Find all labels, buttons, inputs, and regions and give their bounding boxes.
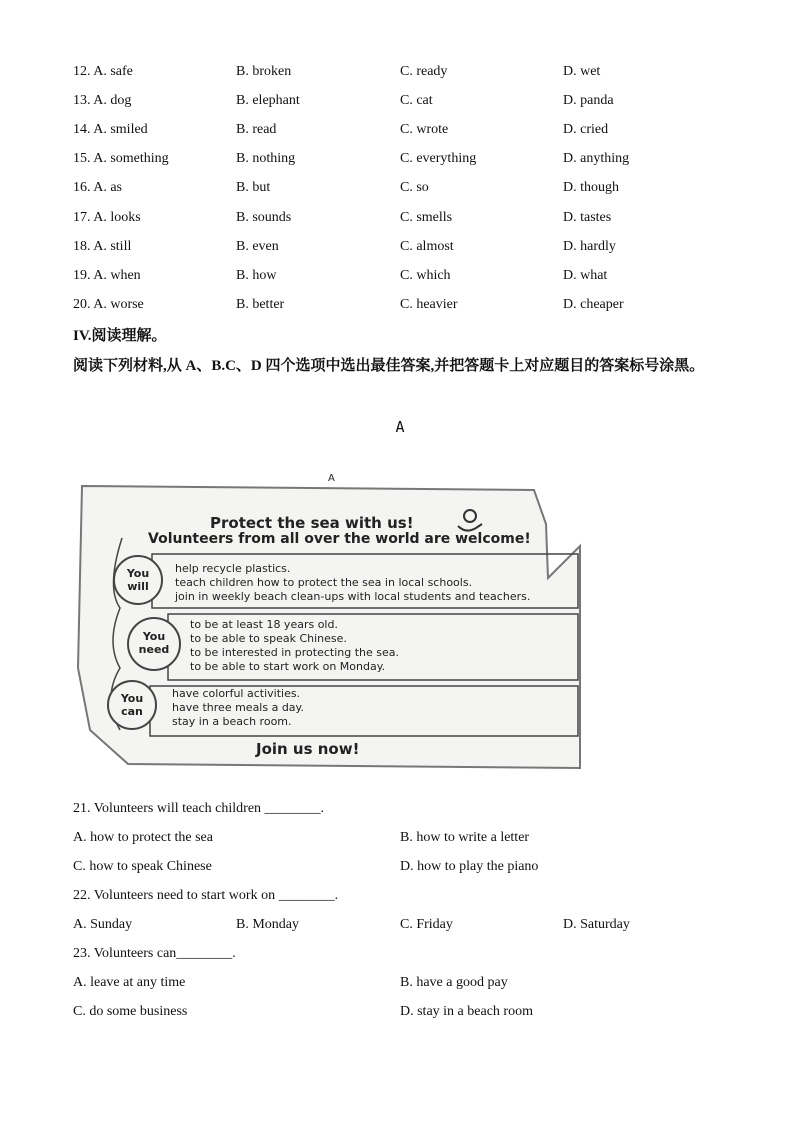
question-row-17 [73,210,733,230]
question-row-18 [73,239,733,259]
poster-title: Protect the sea with us! [210,514,414,532]
question-21-options-row-1 [73,830,733,850]
question-row-15 [73,151,733,171]
poster-corner-letter: A [328,473,335,484]
option-c: C. smells [400,210,453,225]
option-a: A. how to protect the sea [73,830,213,845]
circle-label-you-need: You need [138,630,170,656]
option-a: 15. A. something [73,151,169,166]
option-d: D. stay in a beach room [400,1004,533,1019]
option-d: D. how to play the piano [400,859,539,874]
poster-image [72,468,598,774]
question-22-options [73,917,733,937]
option-d: D. cheaper [563,297,624,312]
option-c: C. do some business [73,1004,188,1019]
question-23-stem: 23. Volunteers can________. [73,946,236,961]
option-b: B. Monday [236,917,299,932]
question-row-20 [73,297,733,317]
question-row-12 [73,64,733,84]
option-c: C. ready [400,64,448,79]
question-23-options-row-2 [73,1004,733,1024]
list-item: join in weekly beach clean-ups with local students and teachers. [175,590,531,603]
option-c: C. almost [400,239,454,254]
option-b: B. broken [236,64,292,79]
option-c: C. Friday [400,917,453,932]
option-d: D. what [563,268,608,283]
question-row-19 [73,268,733,288]
list-item: to be able to start work on Monday. [190,660,386,673]
question-21-options-row-2 [73,859,733,879]
option-c: C. cat [400,93,433,108]
option-a: 20. A. worse [73,297,144,312]
passage-letter: A [395,418,405,436]
question-row-16 [73,180,733,200]
option-b: B. sounds [236,210,292,225]
option-a: 13. A. dog [73,93,132,108]
list-item: have three meals a day. [172,701,304,714]
list-item: have colorful activities. [172,687,301,700]
option-c: C. so [400,180,429,195]
section-instruction: 阅读下列材料,从 A、B.C、D 四个选项中选出最佳答案,并把答题卡上对应题目的答案标号涂黑。 [73,358,705,374]
option-d: D. panda [563,93,614,108]
option-a: 18. A. still [73,239,132,254]
option-a: 16. A. as [73,180,122,195]
option-c: C. how to speak Chinese [73,859,212,874]
list-item: to be able to speak Chinese. [190,632,347,645]
option-c: C. heavier [400,297,458,312]
option-d: D. cried [563,122,609,137]
option-d: D. wet [563,64,601,79]
option-c: C. wrote [400,122,449,137]
circle-label-you-will: You will [126,567,150,593]
option-d: D. hardly [563,239,616,254]
option-d: D. tastes [563,210,612,225]
question-22-stem: 22. Volunteers need to start work on ________. [73,888,339,903]
question-21-stem: 21. Volunteers will teach children ________. [73,801,325,816]
option-d: D. though [563,180,619,195]
section-heading: IV.阅读理解。 [73,328,167,344]
option-d: D. Saturday [563,917,630,932]
option-a: 17. A. looks [73,210,141,225]
option-b: B. even [236,239,279,254]
poster-footer: Join us now! [256,740,360,758]
option-b: B. but [236,180,271,195]
option-a: 12. A. safe [73,64,133,79]
option-a: 19. A. when [73,268,141,283]
option-b: B. elephant [236,93,300,108]
question-row-14 [73,122,733,142]
list-item: to be at least 18 years old. [190,618,338,631]
option-a: 14. A. smiled [73,122,148,137]
option-c: C. which [400,268,451,283]
circle-label-you-can: You can [120,692,144,718]
list-item: stay in a beach room. [172,715,292,728]
question-row-13 [73,93,733,113]
option-b: B. have a good pay [400,975,508,990]
poster-subtitle: Volunteers from all over the world are welcome! [148,531,531,547]
list-item: to be interested in protecting the sea. [190,646,399,659]
option-b: B. how to write a letter [400,830,530,845]
option-a: A. Sunday [73,917,133,932]
option-c: C. everything [400,151,477,166]
question-23-options-row-1 [73,975,733,995]
option-b: B. nothing [236,151,296,166]
list-item: teach children how to protect the sea in local schools. [175,576,473,589]
option-b: B. how [236,268,277,283]
list-item: help recycle plastics. [175,562,291,575]
option-b: B. read [236,122,277,137]
option-a: A. leave at any time [73,975,186,990]
option-d: D. anything [563,151,630,166]
option-b: B. better [236,297,285,312]
